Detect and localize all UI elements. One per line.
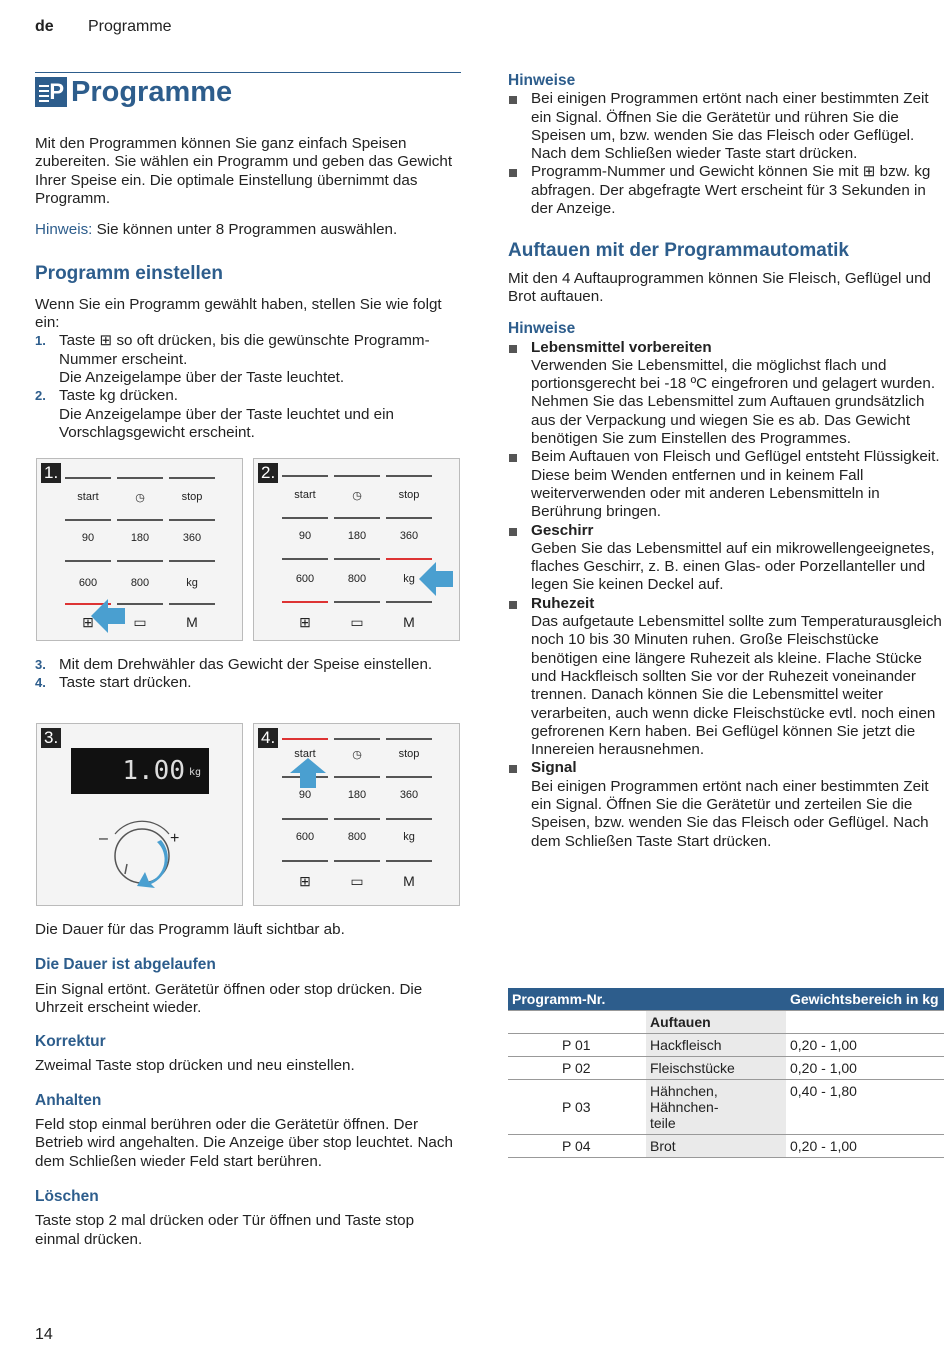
header-section: Programme [88, 18, 172, 35]
table-row: P 01 Hackfleisch 0,20 - 1,00 [508, 1034, 944, 1057]
col-program-nr: Programm-Nr. [508, 988, 646, 1011]
panel-label: + [170, 830, 180, 847]
panel-label: stop [398, 489, 420, 501]
clock-icon: ◷ [352, 490, 362, 502]
panel-label: – [99, 830, 108, 847]
auto-text: Mit den 4 Auftauprogrammen können Sie Fleisch, Geflügel und Brot auftauen. [508, 269, 931, 305]
panel-label: 180 [130, 532, 150, 544]
microwave-icon: ▭ [350, 873, 364, 889]
step-2: 2. Taste kg drücken. Die Anzeigelampe über der Taste leuchtet und ein Vorschlagsgewicht erscheint. [35, 387, 394, 441]
runs-text: Die Dauer für das Programm läuft sichtbar ab. [35, 921, 345, 938]
rotary-knob-icon [97, 812, 187, 892]
col-weight-range: Gewichtsbereich in kg [786, 988, 944, 1011]
clock-icon: ◷ [135, 492, 145, 504]
panel-label: 1.00 [122, 756, 185, 786]
panel-number: 4. [258, 728, 278, 748]
left-lower [35, 921, 461, 1249]
set-intro: Wenn Sie ein Programm gewählt haben, stellen Sie wie folgt ein: [35, 295, 442, 332]
panel-label: start [294, 748, 316, 760]
item-signal: Signal Bei einigen Programmen ertönt nach einer bestimmten Zeit ein Signal. Öffnen Sie die Gerätetür und zerteilen Sie die Speisen, bzw. wenden Sie das Fleisch oder Geflügel. Nach dem Schließen Taste Start drücken. [508, 759, 944, 850]
panel-label: 90 [81, 532, 95, 544]
item-prepare: Lebensmittel vorbereiten Verwenden Sie Lebensmittel, die möglichst flach und portionsgerecht bei -18 ºC eingefroren und gelagert wurden. Nehmen Sie das Lebensmittel zum Auftauen grundsätzlich aus der Verpackung und wiegen Sie es ab. Das Gewicht benötigen Sie zum Einstellen des Programmes. [508, 339, 944, 449]
arrow-left-icon [419, 562, 455, 596]
panel-label: kg [188, 767, 201, 778]
pause-text: Feld stop einmal berühren oder die Gerätetür öffnen. Der Betrieb wird angehalten. Die Anzeige über stop leuchtet. Nach dem Schließen wieder Feld start berühren. [35, 1116, 453, 1170]
heading-notes-2: Hinweise [508, 320, 576, 338]
clock-icon: ◷ [352, 749, 362, 761]
heading-auto-defrost: Auftauen mit der Programmautomatik [508, 240, 849, 262]
panel-label: M [186, 614, 198, 630]
panel-label: 180 [347, 530, 367, 542]
panel-label: 360 [399, 530, 419, 542]
panel-number: 2. [258, 463, 278, 483]
program-key-icon: ⊞ [82, 614, 94, 630]
panel-step-3 [36, 723, 243, 906]
panel-step-4 [253, 723, 460, 906]
steps-3-4 [35, 656, 461, 693]
group-label: Auftauen [646, 1011, 786, 1034]
correction-text: Zweimal Taste stop drücken und neu einstellen. [35, 1057, 355, 1075]
panel-label: 800 [347, 573, 367, 585]
arrow-up-icon [290, 758, 326, 788]
heading-pause: Anhalten [35, 1091, 102, 1109]
left-column [35, 72, 461, 442]
language-label: de [35, 18, 54, 35]
panel-number: 1. [41, 463, 61, 483]
program-table [508, 988, 944, 1158]
step-1: 1. Taste ⊞ so oft drücken, bis die gewünschte Programm-Nummer erscheint. Die Anzeigelampe über der Taste leuchtet. [35, 332, 430, 386]
panel-label: M [403, 873, 415, 889]
delete-text: Taste stop 2 mal drücken oder Tür öffnen und Taste stop einmal drücken. [35, 1212, 415, 1248]
table-row: P 02 Fleischstücke 0,20 - 1,00 [508, 1057, 944, 1080]
panel-label: stop [398, 748, 420, 760]
heading-set: Programm einstellen [35, 263, 223, 285]
page-number: 14 [35, 1326, 53, 1343]
program-key-icon: ⊞ [299, 614, 311, 630]
program-key-icon: ⊞ [299, 873, 311, 889]
item-dish: Geschirr Geben Sie das Lebensmittel auf ein mikrowellengeeignetes, flaches Geschirr, z. B. einen Glas- oder Porzellanteller und legen Sie keinen Deckel auf. [508, 522, 944, 595]
table-row: P 03 Hähnchen, Hähnchen- teile 0,40 - 1,80 [508, 1080, 944, 1135]
heading-done: Die Dauer ist abgelaufen [35, 956, 216, 974]
start-key: start [77, 491, 99, 503]
note-item-1: Bei einigen Programmen ertönt nach einer bestimmten Zeit ein Signal. Öffnen Sie die Gerätetür und rühren Sie die Speisen um, bzw. wenden Sie das Fleisch oder Geflügel. Nach dem Schließen wieder Taste start drücken. [508, 90, 944, 163]
panel-label: 90 [298, 789, 312, 801]
panel-label: 600 [295, 831, 315, 843]
microwave-icon: ▭ [133, 614, 147, 630]
done-text: Ein Signal ertönt. Gerätetür öffnen oder stop drücken. Die Uhrzeit erscheint wieder. [35, 980, 423, 1016]
note-item-2: Programm-Nummer und Gewicht können Sie mit ⊞ bzw. kg abfragen. Der abgefragte Wert erscheint für 3 Sekunden in der Anzeige. [508, 163, 944, 218]
heading-notes: Hinweise [508, 72, 576, 89]
panel-label: start [294, 489, 316, 501]
panel-label: 600 [78, 577, 98, 589]
panel-step-2 [253, 458, 460, 641]
heading-delete: Löschen [35, 1187, 99, 1205]
step-3: 3. Mit dem Drehwähler das Gewicht der Speise einstellen. [35, 656, 433, 673]
intro-text: Mit den Programmen können Sie ganz einfach Speisen zubereiten. Sie wählen ein Programm und geben das Gewicht Ihrer Speise ein. Die optimale Einstellung übernimmt das Programm. [35, 135, 453, 207]
panel-label: M [403, 614, 415, 630]
note-label: Hinweis: [35, 221, 93, 239]
program-icon: P [35, 77, 67, 107]
panel-label: 360 [182, 532, 202, 544]
panel-label: 600 [295, 573, 315, 585]
weight-display [71, 748, 209, 794]
panel-step-1 [36, 458, 243, 641]
microwave-icon: ▭ [350, 614, 364, 630]
item-liquid: Beim Auftauen von Fleisch und Geflügel entsteht Flüssigkeit. Diese beim Wenden entfernen und in keinem Fall weiterverwenden oder mit anderen Lebensmitteln in Berührung bringen. [508, 448, 944, 521]
panel-label: kg [186, 577, 198, 589]
stop-key: stop [181, 491, 203, 503]
panel-label: 90 [298, 530, 312, 542]
panel-label: kg [403, 831, 415, 843]
panel-label: 800 [347, 831, 367, 843]
panel-number: 3. [41, 728, 61, 748]
title-text: Programme [71, 76, 233, 108]
panel-label: 180 [347, 789, 367, 801]
note-text: Sie können unter 8 Programmen auswählen. [96, 221, 398, 239]
right-column [508, 72, 944, 851]
arrow-left-icon [91, 599, 127, 633]
table-row: P 04 Brot 0,20 - 1,00 [508, 1135, 944, 1158]
step-4: 4. Taste start drücken. [35, 674, 192, 692]
panel-label: kg [403, 573, 415, 585]
panel-label: 800 [130, 577, 150, 589]
panel-label: 360 [399, 789, 419, 801]
item-rest: Ruhezeit Das aufgetaute Lebensmittel sollte zum Temperaturausgleich noch 10 bis 30 Minuten ruhen. Große Fleischstücke benötigen eine längere Ruhezeit als kleine. Flache Stücke und Hackfleisch sollten Sie vor der Ruhezeit voneinander trennen. Danach können Sie die Lebensmittel weiter verarbeiten, auch wenn dicke Fleischstücke evtl. noch einen gefrorenen Kern haben. Bei Geflügel können Sie jetzt die Innereien herausnehmen. [508, 595, 944, 760]
heading-correction: Korrektur [35, 1033, 106, 1051]
page-title [35, 72, 461, 109]
